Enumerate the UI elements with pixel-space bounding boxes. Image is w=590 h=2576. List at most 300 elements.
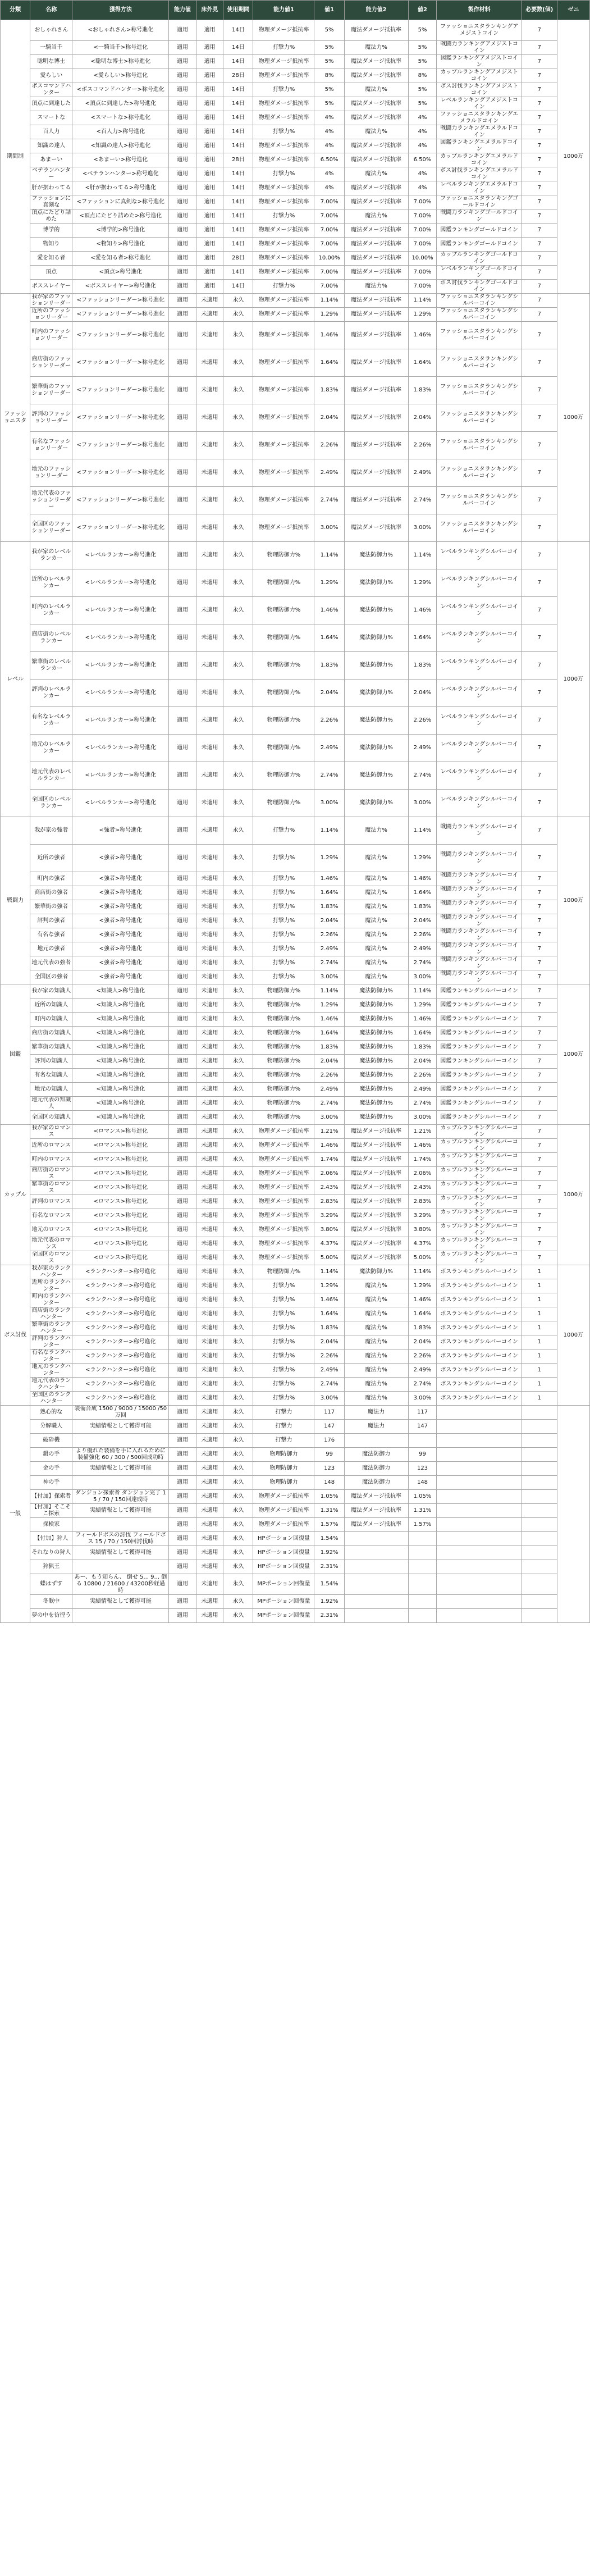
pvp-cell: 未適用	[196, 886, 223, 900]
period-cell: 永久	[223, 1111, 253, 1125]
method-cell: <ロマンス>称号進化	[72, 1139, 169, 1153]
material-cell	[437, 1609, 522, 1623]
pvp-cell: 未適用	[196, 1181, 223, 1195]
ability-effect-cell: 適用	[169, 1265, 196, 1279]
method-cell: <ロマンス>称号進化	[72, 1125, 169, 1139]
method-cell: <知識人>称号進化	[72, 1041, 169, 1055]
value2-cell	[408, 1609, 437, 1623]
value1-cell: 2.49%	[314, 1083, 344, 1097]
pvp-cell: 未適用	[196, 1209, 223, 1223]
ability1-cell: 物理防御力%	[253, 984, 314, 999]
name-cell: 地元代表のファッションリーダー	[30, 487, 72, 514]
required-count-cell: 7	[522, 349, 557, 377]
value1-cell: 2.26%	[314, 1069, 344, 1083]
ability-effect-cell: 適用	[169, 139, 196, 153]
method-cell: <ランクハンター>称号進化	[72, 1279, 169, 1293]
pvp-cell: 適用	[196, 125, 223, 139]
ability2-cell: 魔法力%	[344, 928, 408, 942]
ability-effect-cell: 適用	[169, 266, 196, 280]
ability2-cell: 魔法力%	[344, 280, 408, 294]
material-cell: 戦闘力ランキングシルバーコイン	[437, 956, 522, 970]
value2-cell: 3.00%	[408, 514, 437, 542]
ability1-cell: 物理防御力	[253, 1476, 314, 1490]
value2-cell	[408, 1546, 437, 1560]
table-row	[1, 1111, 590, 1125]
required-count-cell: 7	[522, 1069, 557, 1083]
ability1-cell: 打撃力%	[253, 845, 314, 872]
name-cell: 評判の知識人	[30, 1055, 72, 1069]
table-row	[1, 1392, 590, 1406]
method-cell: <ロマンス>称号進化	[72, 1181, 169, 1195]
value1-cell: 1.54%	[314, 1532, 344, 1546]
material-cell	[437, 1546, 522, 1560]
required-count-cell: 1	[522, 1293, 557, 1307]
value1-cell: 1.64%	[314, 1307, 344, 1321]
pvp-cell: 未適用	[196, 1349, 223, 1364]
material-cell: 戦闘力ランキングシルバーコイン	[437, 928, 522, 942]
ability-effect-cell: 適用	[169, 735, 196, 762]
material-cell	[437, 1504, 522, 1518]
required-count-cell: 7	[522, 404, 557, 432]
value2-cell: 5%	[408, 83, 437, 97]
value2-cell: 2.49%	[408, 1364, 437, 1378]
pvp-cell: 未適用	[196, 1434, 223, 1448]
material-cell: カップルランキングゴールドコイン	[437, 252, 522, 266]
method-cell: <肝が据わってる>称号進化	[72, 181, 169, 195]
period-cell: 永久	[223, 1490, 253, 1504]
value2-cell: 1.29%	[408, 845, 437, 872]
value2-cell: 1.57%	[408, 1518, 437, 1532]
pvp-cell: 未適用	[196, 1560, 223, 1574]
material-cell	[437, 1476, 522, 1490]
name-cell: 全国区のファッションリーダー	[30, 514, 72, 542]
period-cell: 永久	[223, 404, 253, 432]
material-cell: ファッショニスタランキングシルバーコイン	[437, 432, 522, 459]
required-count-cell: 7	[522, 1125, 557, 1139]
material-cell: 戦闘力ランキングシルバーコイン	[437, 970, 522, 984]
required-count-cell: 1	[522, 1349, 557, 1364]
table-row	[1, 1195, 590, 1209]
value2-cell: 2.04%	[408, 1335, 437, 1349]
value1-cell: 2.26%	[314, 432, 344, 459]
name-cell: 狩猟王	[30, 1560, 72, 1574]
material-cell: ボスランキングシルバーコイン	[437, 1307, 522, 1321]
ability2-cell: 魔法ダメージ抵抗率	[344, 1181, 408, 1195]
method-cell: <ファッションリーダー>称号進化	[72, 294, 169, 308]
ability-effect-cell: 適用	[169, 1378, 196, 1392]
ability2-cell: 魔法防御力%	[344, 542, 408, 569]
ability1-cell: 打撃力%	[253, 914, 314, 928]
ability-effect-cell: 適用	[169, 999, 196, 1013]
required-count-cell: 7	[522, 942, 557, 956]
ability2-cell	[344, 1595, 408, 1609]
pvp-cell: 適用	[196, 252, 223, 266]
ability2-cell: 魔法防御力%	[344, 1041, 408, 1055]
ability-effect-cell: 適用	[169, 1307, 196, 1321]
ability1-cell: 物理ダメージ抵抗率	[253, 1223, 314, 1237]
required-count-cell: 7	[522, 542, 557, 569]
value1-cell: 1.83%	[314, 377, 344, 404]
value1-cell: 4%	[314, 111, 344, 125]
table-row	[1, 984, 590, 999]
ability-effect-cell: 適用	[169, 1111, 196, 1125]
method-cell: <知識人>称号進化	[72, 1013, 169, 1027]
ability-effect-cell: 適用	[169, 624, 196, 652]
method-cell: <レベルランカー>称号進化	[72, 569, 169, 597]
name-cell: 一騎当千	[30, 41, 72, 55]
ability1-cell: 物理ダメージ抵抗率	[253, 139, 314, 153]
table-row	[1, 970, 590, 984]
method-cell: <ランクハンター>称号進化	[72, 1335, 169, 1349]
material-cell: 図鑑ランキングシルバーコイン	[437, 1013, 522, 1027]
name-cell: 繁華街のロマンス	[30, 1181, 72, 1195]
value1-cell: 1.46%	[314, 597, 344, 624]
required-count-cell: 7	[522, 1167, 557, 1181]
method-cell: <レベルランカー>称号進化	[72, 790, 169, 817]
period-cell: 永久	[223, 735, 253, 762]
value1-cell: 1.46%	[314, 872, 344, 886]
required-count-cell: 1	[522, 1321, 557, 1335]
ability2-cell: 魔法力%	[344, 209, 408, 224]
period-cell: 永久	[223, 1560, 253, 1574]
method-cell: <知識人>称号進化	[72, 1055, 169, 1069]
value2-cell: 3.00%	[408, 1111, 437, 1125]
material-cell: ボスランキングシルバーコイン	[437, 1364, 522, 1378]
value2-cell: 2.26%	[408, 707, 437, 735]
method-cell: <ボススレイヤー>称号進化	[72, 280, 169, 294]
ability1-cell: MPポーション回復量	[253, 1574, 314, 1595]
value2-cell: 1.29%	[408, 999, 437, 1013]
method-cell: <愛らしい>称号進化	[72, 69, 169, 83]
required-count-cell: 7	[522, 1097, 557, 1111]
pvp-cell: 未適用	[196, 707, 223, 735]
pvp-cell: 適用	[196, 167, 223, 181]
ability1-cell: 物理ダメージ抵抗率	[253, 55, 314, 69]
value2-cell: 1.64%	[408, 624, 437, 652]
pvp-cell: 未適用	[196, 999, 223, 1013]
required-count-cell: 1	[522, 1307, 557, 1321]
period-cell: 永久	[223, 1027, 253, 1041]
table-row	[1, 1041, 590, 1055]
material-cell: ファッショニスタランキングシルバーコイン	[437, 377, 522, 404]
ability2-cell: 魔法ダメージ抵抗率	[344, 1490, 408, 1504]
value1-cell: 5%	[314, 20, 344, 41]
name-cell: 町内のレベルランカー	[30, 597, 72, 624]
pvp-cell: 適用	[196, 238, 223, 252]
method-cell	[72, 1609, 169, 1623]
required-count-cell: 7	[522, 125, 557, 139]
period-cell: 14日	[223, 195, 253, 209]
ability-effect-cell: 適用	[169, 790, 196, 817]
material-cell: レベルランキングエメラルドコイン	[437, 181, 522, 195]
value2-cell: 147	[408, 1420, 437, 1434]
name-cell: 博学的	[30, 224, 72, 238]
method-cell: <頂点>称号進化	[72, 266, 169, 280]
method-cell: フィールドボスの討伐 フィールドボス 15 / 70 / 150回討伐時	[72, 1532, 169, 1546]
value2-cell: 2.49%	[408, 735, 437, 762]
value1-cell: 1.46%	[314, 1293, 344, 1307]
material-cell: 戦闘力ランキングシルバーコイン	[437, 914, 522, 928]
value1-cell: 1.29%	[314, 1279, 344, 1293]
material-cell: 図鑑ランキングシルバーコイン	[437, 1027, 522, 1041]
header-category: 分類	[1, 1, 30, 20]
ability-effect-cell: 適用	[169, 69, 196, 83]
name-cell: 地元代表のロマンス	[30, 1237, 72, 1251]
period-cell: 永久	[223, 624, 253, 652]
pvp-cell: 未適用	[196, 1265, 223, 1279]
method-cell: 装備合成 1500 / 9000 / 15000 /50万回	[72, 1406, 169, 1420]
material-cell: 戦闘力ランキングシルバーコイン	[437, 817, 522, 845]
table-row	[1, 1237, 590, 1251]
material-cell: カップルランキングシルバーコイン	[437, 1209, 522, 1223]
name-cell: 地元の知識人	[30, 1083, 72, 1097]
value2-cell: 7.00%	[408, 224, 437, 238]
material-cell	[437, 1518, 522, 1532]
required-count-cell: 7	[522, 308, 557, 322]
table-row	[1, 1167, 590, 1181]
method-cell	[72, 1560, 169, 1574]
period-cell: 永久	[223, 680, 253, 707]
required-count-cell: 7	[522, 652, 557, 680]
ability2-cell: 魔法力%	[344, 942, 408, 956]
material-cell: ファッショニスタランキングシルバーコイン	[437, 308, 522, 322]
pvp-cell: 未適用	[196, 1595, 223, 1609]
name-cell: 評判のファッションリーダー	[30, 404, 72, 432]
value1-cell: 147	[314, 1420, 344, 1434]
pvp-cell: 適用	[196, 280, 223, 294]
ability1-cell: 物理防御力%	[253, 542, 314, 569]
pvp-cell: 未適用	[196, 1041, 223, 1055]
required-count-cell: 7	[522, 569, 557, 597]
value1-cell: 2.43%	[314, 1181, 344, 1195]
value1-cell: 1.64%	[314, 624, 344, 652]
period-cell: 永久	[223, 872, 253, 886]
value1-cell: 7.00%	[314, 266, 344, 280]
ability1-cell: 物理ダメージ抵抗率	[253, 224, 314, 238]
ability-effect-cell: 適用	[169, 1167, 196, 1181]
material-cell	[437, 1574, 522, 1595]
value1-cell: 5%	[314, 83, 344, 97]
ability1-cell: 物理ダメージ抵抗率	[253, 238, 314, 252]
value2-cell: 1.64%	[408, 1027, 437, 1041]
value1-cell: 3.00%	[314, 514, 344, 542]
ability-effect-cell: 適用	[169, 1490, 196, 1504]
ability-effect-cell: 適用	[169, 55, 196, 69]
table-row	[1, 1532, 590, 1546]
name-cell: 探検家	[30, 1518, 72, 1532]
ability-effect-cell: 適用	[169, 1595, 196, 1609]
table-row	[1, 1434, 590, 1448]
ability-effect-cell: 適用	[169, 1209, 196, 1223]
table-row	[1, 209, 590, 224]
value2-cell: 1.83%	[408, 377, 437, 404]
value2-cell: 2.26%	[408, 1349, 437, 1364]
material-cell: レベルランキングシルバーコイン	[437, 597, 522, 624]
material-cell: 図鑑ランキングシルバーコイン	[437, 1097, 522, 1111]
value1-cell: 117	[314, 1406, 344, 1420]
table-row	[1, 1097, 590, 1111]
method-cell: <ファッションリーダー>称号進化	[72, 377, 169, 404]
required-count-cell	[522, 1420, 557, 1434]
required-count-cell	[522, 1490, 557, 1504]
category-cell: ボス討伐	[1, 1265, 30, 1406]
name-cell: 金の手	[30, 1462, 72, 1476]
category-cell: カップル	[1, 1125, 30, 1265]
value2-cell: 1.46%	[408, 872, 437, 886]
ability1-cell: 物理ダメージ抵抗率	[253, 1251, 314, 1265]
value1-cell: 99	[314, 1448, 344, 1462]
table-row	[1, 1293, 590, 1307]
pvp-cell: 未適用	[196, 624, 223, 652]
pvp-cell: 未適用	[196, 404, 223, 432]
ability2-cell: 魔法力%	[344, 125, 408, 139]
table-row	[1, 817, 590, 845]
value2-cell: 1.29%	[408, 1279, 437, 1293]
ability-effect-cell: 適用	[169, 322, 196, 349]
period-cell: 永久	[223, 707, 253, 735]
table-row	[1, 1125, 590, 1139]
value2-cell: 5.00%	[408, 1251, 437, 1265]
pvp-cell: 未適用	[196, 900, 223, 914]
value1-cell: 1.57%	[314, 1518, 344, 1532]
period-cell: 14日	[223, 97, 253, 111]
required-count-cell: 7	[522, 735, 557, 762]
period-cell: 14日	[223, 224, 253, 238]
table-row	[1, 167, 590, 181]
table-row	[1, 55, 590, 69]
table-row	[1, 1448, 590, 1462]
period-cell: 永久	[223, 1279, 253, 1293]
required-count-cell	[522, 1448, 557, 1462]
ability-effect-cell: 適用	[169, 1293, 196, 1307]
value1-cell: 4%	[314, 125, 344, 139]
ability-effect-cell: 適用	[169, 1223, 196, 1237]
table-row	[1, 349, 590, 377]
required-count-cell: 7	[522, 1153, 557, 1167]
ability-effect-cell: 適用	[169, 984, 196, 999]
method-cell: ダンジョン探索者 ダンジョン完了 15 / 70 / 150回達成時	[72, 1490, 169, 1504]
required-count-cell: 7	[522, 238, 557, 252]
method-cell: <レベルランカー>称号進化	[72, 652, 169, 680]
material-cell: ボスランキングシルバーコイン	[437, 1293, 522, 1307]
required-count-cell: 7	[522, 597, 557, 624]
ability2-cell: 魔法力%	[344, 886, 408, 900]
ability2-cell: 魔法防御力	[344, 1462, 408, 1476]
pvp-cell: 未適用	[196, 1504, 223, 1518]
period-cell: 永久	[223, 999, 253, 1013]
required-count-cell	[522, 1462, 557, 1476]
period-cell: 永久	[223, 1223, 253, 1237]
material-cell: 図鑑ランキングシルバーコイン	[437, 984, 522, 999]
required-count-cell: 7	[522, 1209, 557, 1223]
ability2-cell: 魔法ダメージ抵抗率	[344, 1195, 408, 1209]
method-cell: <強者>称号進化	[72, 956, 169, 970]
period-cell: 永久	[223, 1595, 253, 1609]
material-cell: 図鑑ランキングゴールドコイン	[437, 238, 522, 252]
value2-cell: 1.14%	[408, 1265, 437, 1279]
header-zeny: ゼニ	[557, 1, 589, 20]
name-cell: 百人力	[30, 125, 72, 139]
pvp-cell: 適用	[196, 111, 223, 125]
table-row	[1, 111, 590, 125]
ability-effect-cell: 適用	[169, 1013, 196, 1027]
required-count-cell: 7	[522, 266, 557, 280]
ability2-cell: 魔法ダメージ抵抗率	[344, 404, 408, 432]
ability1-cell: MPポーション回復量	[253, 1595, 314, 1609]
method-cell: <ファッションリーダー>称号進化	[72, 349, 169, 377]
pvp-cell: 未適用	[196, 872, 223, 886]
table-row	[1, 735, 590, 762]
table-row	[1, 280, 590, 294]
ability2-cell: 魔法防御力%	[344, 597, 408, 624]
value1-cell: 3.80%	[314, 1223, 344, 1237]
pvp-cell: 未適用	[196, 514, 223, 542]
ability-effect-cell: 適用	[169, 542, 196, 569]
name-cell: 全国区の知識人	[30, 1111, 72, 1125]
ability-effect-cell: 適用	[169, 1083, 196, 1097]
table-row	[1, 652, 590, 680]
period-cell: 永久	[223, 1364, 253, 1378]
table-row	[1, 956, 590, 970]
value2-cell: 2.74%	[408, 956, 437, 970]
table-row	[1, 542, 590, 569]
table-row	[1, 707, 590, 735]
ability1-cell: 物理防御力%	[253, 1097, 314, 1111]
value1-cell: 2.49%	[314, 459, 344, 487]
period-cell: 永久	[223, 956, 253, 970]
value1-cell: 1.14%	[314, 817, 344, 845]
required-count-cell: 7	[522, 97, 557, 111]
pvp-cell: 適用	[196, 153, 223, 167]
value1-cell: 3.00%	[314, 790, 344, 817]
name-cell: 商店街のランクハンター	[30, 1307, 72, 1321]
table-body	[1, 20, 590, 1623]
ability1-cell: 打撃力%	[253, 942, 314, 956]
name-cell: 近所のランクハンター	[30, 1279, 72, 1293]
zeny-cell: 1000万	[557, 294, 589, 542]
pvp-cell: 未適用	[196, 928, 223, 942]
material-cell: ボス討伐ランキングアメジストコイン	[437, 83, 522, 97]
value2-cell: 6.50%	[408, 153, 437, 167]
table-row	[1, 1265, 590, 1279]
required-count-cell: 7	[522, 1055, 557, 1069]
ability2-cell: 魔法力%	[344, 914, 408, 928]
ability2-cell: 魔法ダメージ抵抗率	[344, 252, 408, 266]
material-cell: ボス討伐ランキングエメラルドコイン	[437, 167, 522, 181]
value1-cell: 3.00%	[314, 1392, 344, 1406]
table-row	[1, 1560, 590, 1574]
pvp-cell: 未適用	[196, 294, 223, 308]
pvp-cell: 適用	[196, 139, 223, 153]
period-cell: 永久	[223, 1139, 253, 1153]
period-cell: 永久	[223, 1349, 253, 1364]
material-cell: カップルランキングシルバーコイン	[437, 1167, 522, 1181]
required-count-cell: 7	[522, 1111, 557, 1125]
period-cell: 永久	[223, 459, 253, 487]
period-cell: 永久	[223, 1265, 253, 1279]
value2-cell: 4.37%	[408, 1237, 437, 1251]
material-cell: カップルランキングアメジストコイン	[437, 69, 522, 83]
pvp-cell: 未適用	[196, 1055, 223, 1069]
material-cell: 図鑑ランキングシルバーコイン	[437, 999, 522, 1013]
name-cell: ボスコマンドハンター	[30, 83, 72, 97]
pvp-cell: 未適用	[196, 956, 223, 970]
value2-cell: 8%	[408, 69, 437, 83]
ability1-cell: 打撃力%	[253, 1392, 314, 1406]
value2-cell: 2.49%	[408, 1083, 437, 1097]
name-cell: 鍛の手	[30, 1448, 72, 1462]
ability2-cell: 魔法防御力%	[344, 707, 408, 735]
